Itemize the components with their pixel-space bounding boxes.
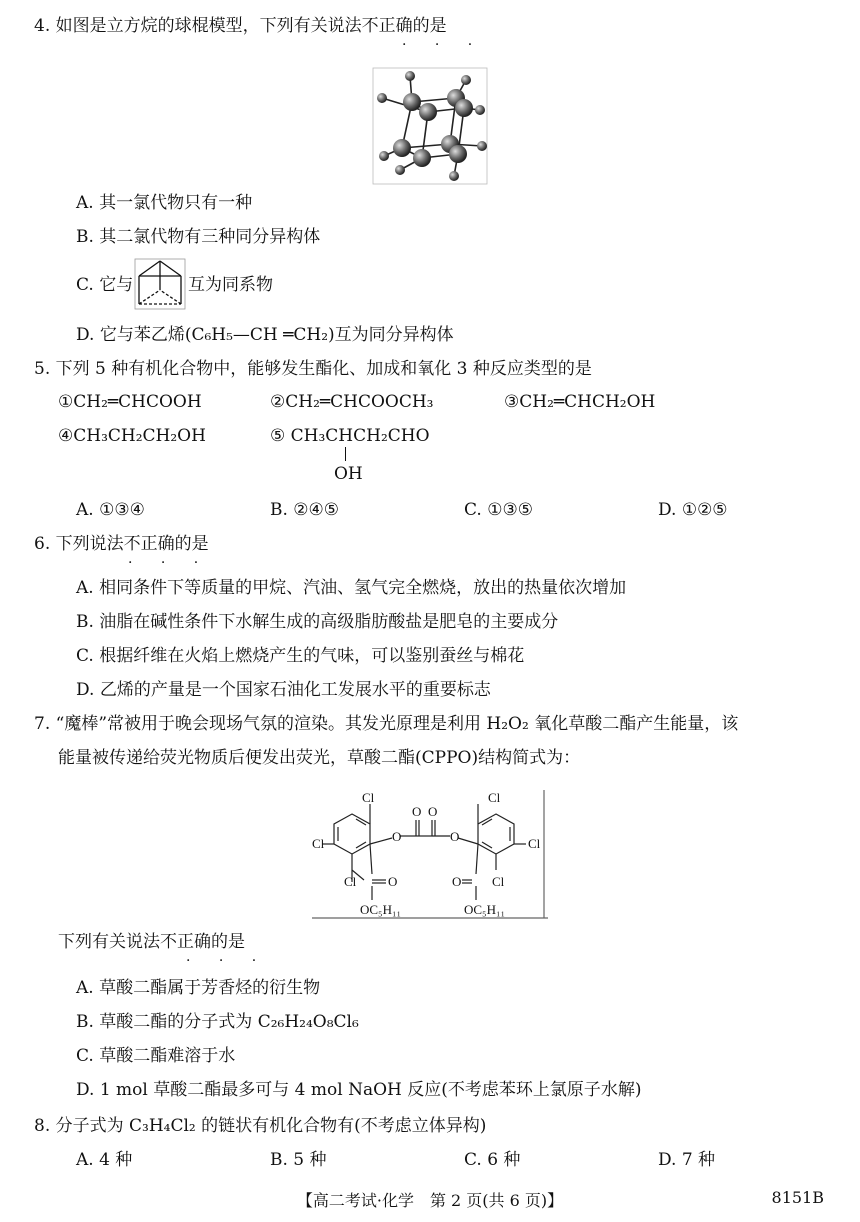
q6-option-a: A. 相同条件下等质量的甲烷、汽油、氢气完全燃烧，放出的热量依次增加 (76, 578, 627, 598)
q4-option-c-prefix: C. 它与 (76, 275, 134, 295)
q4-option-c-suffix: 互为同系物 (188, 275, 273, 295)
q6-stem: 6. 下列说法不正确的是 (34, 534, 209, 554)
q8-option-a: A. 4 种 (76, 1150, 133, 1170)
q7-stem-line2: 能量被传递给荧光物质后便发出荧光，草酸二酯(CPPO)结构简式为： (58, 748, 581, 768)
cppo-label-cl: Cl (362, 790, 375, 805)
q5-compound-4: ④CH₃CH₂CH₂OH (58, 426, 206, 446)
triangular-prism-figure (134, 258, 186, 310)
exam-code: 8151B (771, 1188, 824, 1207)
q4-option-d: D. 它与苯乙烯(C₆H₅—CH ═CH₂)互为同分异构体 (76, 325, 454, 345)
cppo-label-o: O (428, 804, 438, 819)
q5-compound-5: ⑤ CH₃CHCH₂CHO (270, 426, 430, 446)
q7-option-c: C. 草酸二酯难溶于水 (76, 1046, 236, 1066)
q5-compound-3: ③CH₂═CHCH₂OH (504, 392, 656, 412)
q5-option-a: A. ①③④ (76, 500, 145, 520)
q4-option-b: B. 其二氯代物有三种同分异构体 (76, 227, 321, 247)
q5-compound-1: ①CH₂═CHCOOH (58, 392, 202, 412)
cppo-label-cl: Cl (528, 836, 541, 851)
q7-stem-line1: 7. “魔棒”常被用于晚会现场气氛的渲染。其发光原理是利用 H₂O₂ 氧化草酸二酯产生能量，该 (34, 714, 739, 734)
q7-question: 下列有关说法不正确的是 (58, 932, 245, 952)
q8-option-b: B. 5 种 (270, 1150, 327, 1170)
page-footer: 【高二考试·化学 第 2 页(共 6 页)】 (296, 1191, 564, 1210)
q8-option-c: C. 6 种 (464, 1150, 521, 1170)
cppo-label-ester: OC₅H₁₁ (360, 902, 402, 917)
q8-option-d: D. 7 种 (658, 1150, 716, 1170)
q5-stem: 5. 下列 5 种有机化合物中，能够发生酯化、加成和氧化 3 种反应类型的是 (34, 359, 592, 379)
cppo-label-cl: Cl (488, 790, 501, 805)
q7-emphasis-dots: · · · (186, 953, 269, 969)
q5-option-b: B. ②④⑤ (270, 500, 340, 520)
cppo-label-cl: Cl (492, 874, 505, 889)
cppo-label-o: O (450, 829, 460, 844)
cubane-ball-stick-figure (370, 66, 490, 186)
q6-option-c: C. 根据纤维在火焰上燃烧产生的气味，可以鉴别蚕丝与棉花 (76, 646, 525, 666)
q4-stem: 4. 如图是立方烷的球棍模型，下列有关说法不正确的是 (34, 16, 447, 36)
q5-option-c: C. ①③⑤ (464, 500, 533, 520)
q5-compound-5-bond (345, 447, 346, 461)
cppo-label-o: O (452, 874, 462, 889)
cppo-structure-figure (312, 786, 548, 922)
q7-option-a: A. 草酸二酯属于芳香烃的衍生物 (76, 978, 321, 998)
q7-option-d: D. 1 mol 草酸二酯最多可与 4 mol NaOH 反应(不考虑苯环上氯原子水解) (76, 1080, 642, 1100)
cppo-label-cl: Cl (312, 836, 325, 851)
q5-option-d: D. ①②⑤ (658, 500, 728, 520)
cppo-label-o: O (388, 874, 398, 889)
cppo-label-ester: OC₅H₁₁ (464, 902, 506, 917)
q6-emphasis-dots: · · · (128, 555, 211, 571)
cppo-label-cl: Cl (344, 874, 357, 889)
q5-compound-5-branch: OH (334, 464, 363, 484)
q4-option-a: A. 其一氯代物只有一种 (76, 193, 253, 213)
q6-option-d: D. 乙烯的产量是一个国家石油化工发展水平的重要标志 (76, 680, 491, 700)
q8-stem: 8. 分子式为 C₃H₄Cl₂ 的链状有机化合物有(不考虑立体异构) (34, 1116, 487, 1136)
cppo-label-o: O (392, 829, 402, 844)
q7-option-b: B. 草酸二酯的分子式为 C₂₆H₂₄O₈Cl₆ (76, 1012, 359, 1032)
q5-compound-2: ②CH₂═CHCOOCH₃ (270, 392, 434, 412)
q6-option-b: B. 油脂在碱性条件下水解生成的高级脂肪酸盐是肥皂的主要成分 (76, 612, 559, 632)
cppo-label-o: O (412, 804, 422, 819)
q4-emphasis-dots: · · · (402, 37, 485, 53)
